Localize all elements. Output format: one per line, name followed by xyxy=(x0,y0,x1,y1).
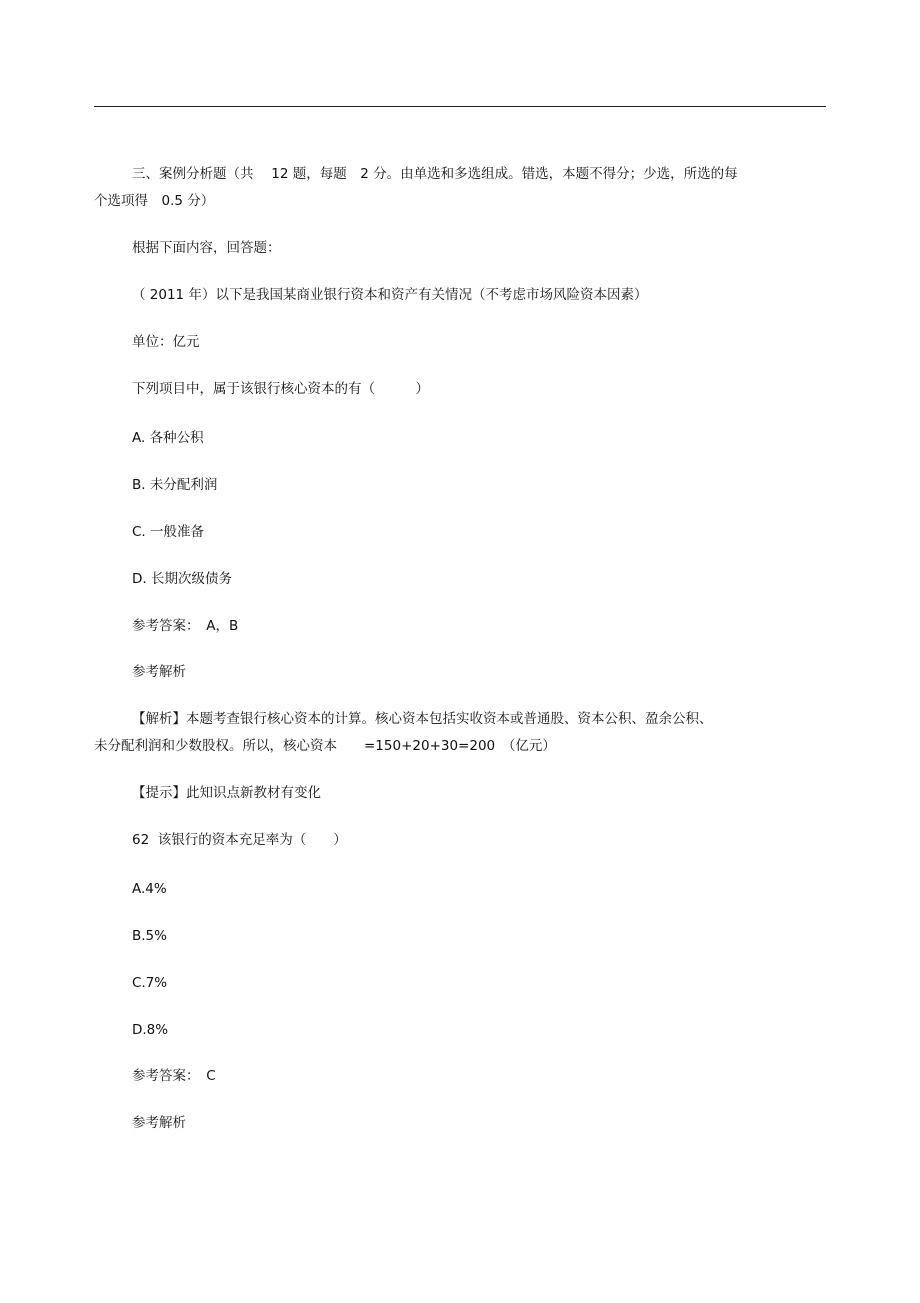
question-62-stem: 62 该银行的资本充足率为（ ） xyxy=(132,832,347,848)
question-1-explanation-line-2: 未分配利润和少数股权。所以，核心资本 =150+20+30=200 （亿元） xyxy=(94,738,556,754)
question-62-option-b: B.5% xyxy=(132,928,167,944)
question-1-analysis-heading: 参考解析 xyxy=(132,664,186,680)
case-description: （ 2011 年）以下是我国某商业银行资本和资产有关情况（不考虑市场风险资本因素） xyxy=(132,287,648,303)
question-62-option-d: D.8% xyxy=(132,1022,169,1038)
question-1-tip: 【提示】此知识点新教材有变化 xyxy=(132,785,321,801)
section-heading-line-2: 个选项得 0.5 分） xyxy=(94,193,215,209)
question-62-option-a: A.4% xyxy=(132,881,167,897)
intro-text: 根据下面内容，回答题： xyxy=(132,240,281,256)
question-1-explanation-line-1: 【解析】本题考查银行核心资本的计算。核心资本包括实收资本或普通股、资本公积、盈余公积、 xyxy=(132,711,713,727)
question-1-answer: 参考答案： A，B xyxy=(132,618,239,634)
unit-label: 单位：亿元 xyxy=(132,334,200,350)
question-62-answer: 参考答案： C xyxy=(132,1068,216,1084)
question-1-option-b: B. 未分配利润 xyxy=(132,477,218,493)
question-62-analysis-heading: 参考解析 xyxy=(132,1115,186,1131)
question-1-option-c: C. 一般准备 xyxy=(132,524,205,540)
question-62-option-c: C.7% xyxy=(132,975,168,991)
section-heading-line-1: 三、案例分析题（共 12 题，每题 2 分。由单选和多选组成。错选，本题不得分；少选，所选的每 xyxy=(132,166,738,182)
header-rule xyxy=(94,106,826,107)
question-1-option-a: A. 各种公积 xyxy=(132,430,204,446)
question-1-option-d: D. 长期次级债务 xyxy=(132,571,232,587)
question-1-stem: 下列项目中，属于该银行核心资本的有（ ） xyxy=(132,381,429,397)
